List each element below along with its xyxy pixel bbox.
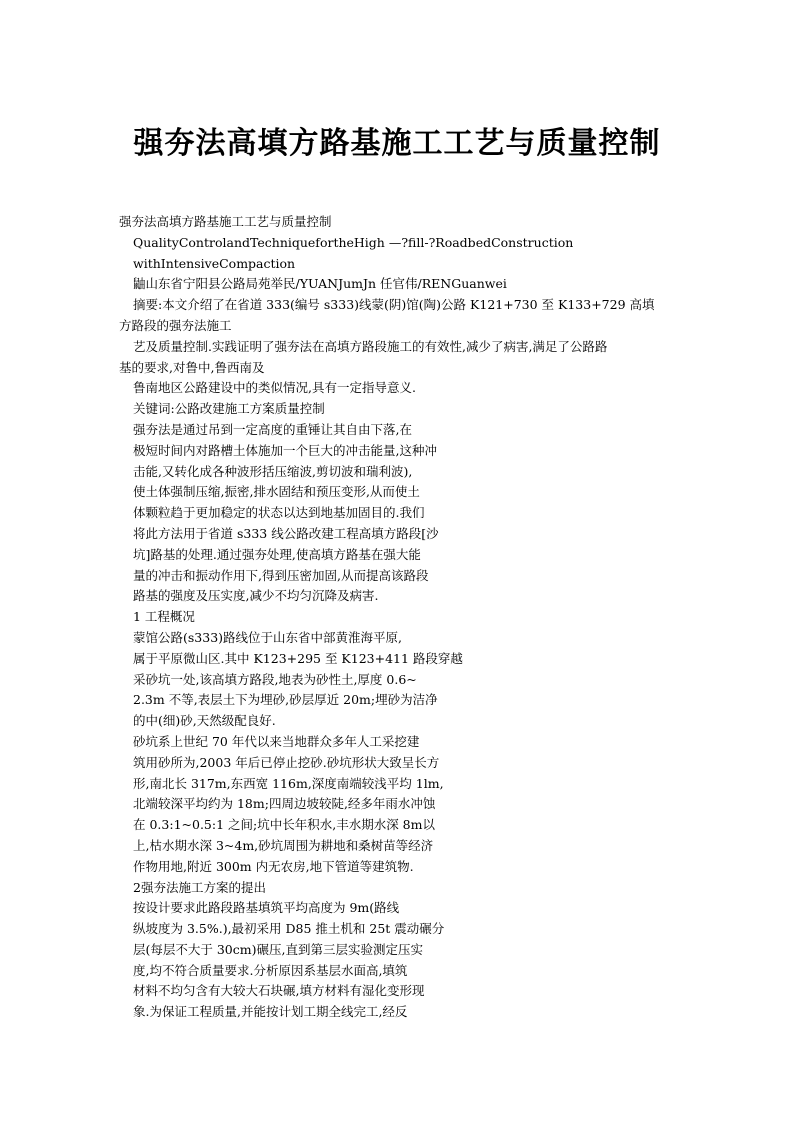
text-line: 鲁南地区公路建设中的类似情况,具有一定指导意义.	[133, 380, 416, 396]
text-line: 艺及质量控制.实践证明了强夯法在高填方路段施工的有效性,减少了病害,满足了公路路	[133, 338, 608, 354]
text-line: 的中(细)砂,天然级配良好.	[133, 713, 276, 729]
text-line: 将此方法用于省道 s333 线公路改建工程高填方路段[沙	[133, 525, 439, 541]
text-line: 上,枯水期水深 3~4m,砂坑周围为耕地和桑树苗等经济	[133, 837, 434, 853]
text-line: 强夯法是通过吊到一定高度的重锤让其自由下落,在	[133, 421, 412, 437]
document-body	[119, 212, 684, 1023]
text-line: 摘要:本文介绍了在省道 333(编号 s333)线蒙(阴)馆(陶)公路 K121+730 至 K133+729 高填	[133, 297, 655, 313]
text-line: 2.3m 不等,表层土下为埋砂,砂层厚近 20m;埋砂为洁净	[133, 692, 438, 708]
text-line: 方路段的强夯法施工	[119, 317, 232, 333]
document-title: 强夯法高填方路基施工工艺与质量控制	[133, 126, 661, 161]
text-line: 强夯法高填方路基施工工艺与质量控制	[119, 214, 332, 229]
text-line: 击能,又转化成各种波形括压缩波,剪切波和瑞利波),	[133, 463, 413, 479]
text-line: 材料不均匀含有大较大石块碾,填方材料有湿化变形现	[133, 983, 425, 999]
text-line: 形,南北长 317m,东西宽 116m,深度南端较浅平均 1lm,	[133, 775, 444, 791]
text-line: 北端较深平均约为 18m;四周边坡较陡,经多年雨水冲蚀	[133, 796, 436, 812]
text-line: 层(每层不大于 30cm)碾压,直到第三层实验测定压实	[133, 941, 423, 957]
text-line: 关键词:公路改建施工方案质量控制	[133, 401, 325, 417]
text-line: 1 工程概况	[133, 609, 195, 625]
text-line: withIntensiveCompaction	[133, 255, 296, 271]
text-line: 在 0.3:1~0.5:1 之间;坑中长年积水,丰水期水深 8m以	[133, 817, 435, 833]
text-line: 路基的强度及压实度,减少不均匀沉降及病害.	[133, 588, 379, 604]
text-line: 使土体强制压缩,振密,排水固结和预压变形,从而使土	[133, 484, 420, 500]
text-line: 量的冲击和振动作用下,得到压密加固,从而提高该路段	[133, 567, 429, 583]
text-line: 作物用地,附近 300m 内无农房,地下管道等建筑物.	[133, 858, 414, 874]
text-line: 2强夯法施工方案的提出	[133, 879, 266, 895]
text-line: 坑]路基的处理.通过强夯处理,使高填方路基在强大能	[133, 546, 421, 562]
text-line: 属于平原微山区.其中 K123+295 至 K123+411 路段穿越	[133, 650, 463, 666]
text-line: 象.为保证工程质量,并能按计划工期全线完工,经反	[133, 1004, 408, 1020]
text-line: 度,均不符合质量要求.分析原因系基层水面高,填筑	[133, 962, 408, 978]
text-line: 砂坑系上世纪 70 年代以来当地群众多年人工采挖建	[133, 733, 420, 749]
text-line: 蒙馆公路(s333)路线位于山东省中部黄淮海平原,	[133, 629, 403, 645]
text-line: 纵坡度为 3.5%.),最初采用 D85 推土机和 25t 震动碾分	[133, 921, 445, 937]
text-line: 鼬山东省宁阳县公路局苑举民/YUANJumJn 任官伟/RENGuanwei	[133, 276, 507, 292]
text-line: 筑用砂所为,2003 年后已停止挖砂.砂坑形状大致呈长方	[133, 754, 440, 770]
text-line: 极短时间内对路槽土体施加一个巨大的冲击能量,这种冲	[133, 442, 437, 458]
text-line: QualityControlandTechniquefortheHigh —?fill-?RoadbedConstruction	[133, 234, 574, 250]
text-line: 按设计要求此路段路基填筑平均高度为 9m(路线	[133, 900, 400, 916]
text-line: 采砂坑一处,该高填方路段,地表为砂性土,厚度 0.6~	[133, 671, 417, 687]
text-line: 基的要求,对鲁中,鲁西南及	[119, 359, 265, 375]
text-line: 体颗粒趋于更加稳定的状态以达到地基加固目的.我们	[133, 505, 425, 521]
